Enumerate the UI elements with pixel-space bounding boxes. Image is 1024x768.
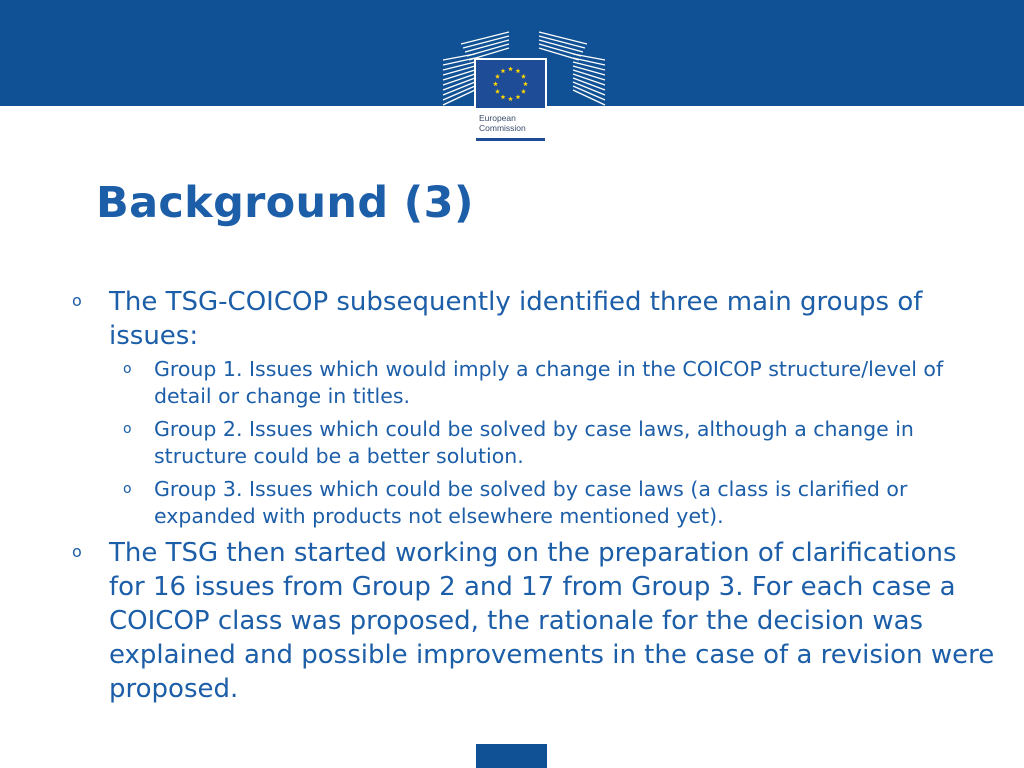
logo-text-line1: European xyxy=(479,113,516,123)
sub-bullet-text: Group 3. Issues which could be solved by case laws (a class is clarified or expanded with products not elsewhere mentioned yet). xyxy=(154,477,908,528)
bullet-marker-icon: o xyxy=(72,542,82,561)
bullet-marker-icon: o xyxy=(123,361,132,377)
bullet-marker-icon: o xyxy=(123,421,132,437)
page-title: Background (3) xyxy=(96,178,474,228)
bullet-item xyxy=(66,285,996,353)
sub-bullet-list xyxy=(66,356,996,530)
logo-text-line2: Commission xyxy=(479,123,526,133)
sub-bullet-item xyxy=(66,356,996,410)
sub-bullet-text: Group 1. Issues which would imply a change in the COICOP structure/level of detail or change in titles. xyxy=(154,357,944,408)
sub-bullet-text: Group 2. Issues which could be solved by case laws, although a change in structure could be a better solution. xyxy=(154,417,914,468)
sub-bullet-item xyxy=(66,416,996,470)
sub-bullet-item xyxy=(66,476,996,530)
bullet-list xyxy=(66,285,996,706)
bullet-marker-icon: o xyxy=(72,291,82,310)
bullet-marker-icon: o xyxy=(123,481,132,497)
bullet-item xyxy=(66,536,996,706)
european-commission-logo xyxy=(441,30,607,142)
bullet-text: The TSG then started working on the preparation of clarifications for 16 issues from Group 2 and 17 from Group 3. For each case a COICOP class was proposed, the rationale for the decision was explained and possible improvements in the case of a revision were proposed. xyxy=(109,538,995,704)
bullet-text: The TSG-COICOP subsequently identified three main groups of issues: xyxy=(109,287,923,351)
footer-tab xyxy=(476,744,547,768)
